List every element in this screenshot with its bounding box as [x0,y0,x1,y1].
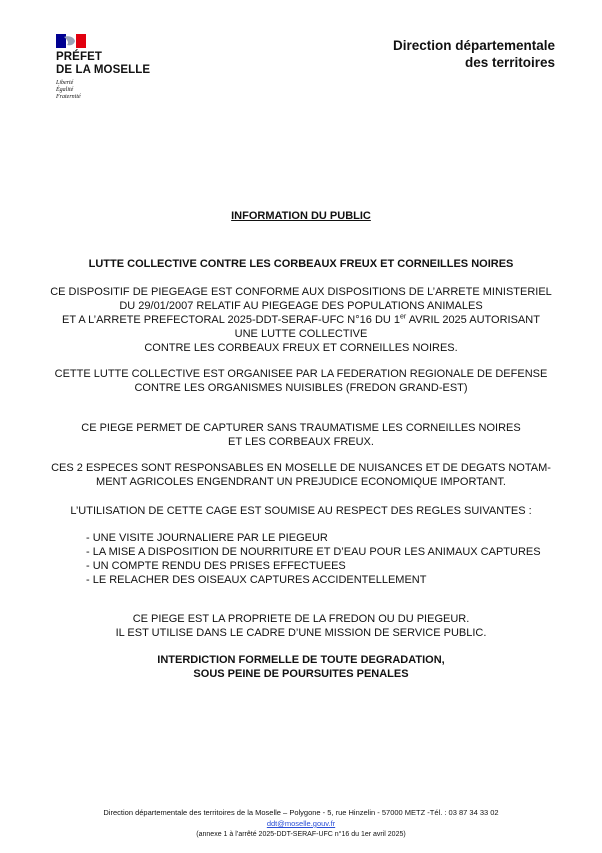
text-line: ET LES CORBEAUX FREUX. [228,436,374,448]
prefet-line-2: DE LA MOSELLE [56,63,151,76]
direction-line-1: Direction départementale [392,38,555,53]
paragraph-piege [40,421,562,449]
footer-annex: (annexe 1 à l’arrêté 2025-DDT-SERAF-UFC n°16 du 1er avril 2025) [196,831,406,838]
paragraph-especes [40,461,562,489]
paragraph-dispositif [40,285,562,355]
superscript: er [400,313,407,321]
lutte-heading: LUTTE COLLECTIVE CONTRE LES CORBEAUX FREUX ET CORNEILLES NOIRES [88,258,514,270]
paragraph-organisation [40,367,562,395]
marianne-logo-icon [56,34,86,48]
text-line: CES 2 ESPECES SONT RESPONSABLES EN MOSELLE DE NUISANCES ET DE DEGATS NOTAM- [51,462,551,474]
text-line: CETTE LUTTE COLLECTIVE EST ORGANISEE PAR LA FEDERATION REGIONALE DE DEFENSE [54,368,548,380]
text-line: INTERDICTION FORMELLE DE TOUTE DEGRADATION, [157,654,445,666]
rules-list [86,531,566,587]
text-line: MENT AGRICOLES ENGENDRANT UN PREJUDICE ECONOMIQUE IMPORTANT. [96,476,506,488]
text-line: CE PIEGE EST LA PROPRIETE DE LA FREDON OU DU PIEGEUR. [132,613,470,625]
devise-fraternite: Fraternité [56,94,81,100]
list-item: - LE RELACHER DES OISEAUX CAPTURES ACCIDENTELLEMENT [86,574,427,586]
paragraph-propriete [40,612,562,640]
devise-egalite: Égalité [56,87,74,93]
text-line: IL EST UTILISE DANS LE CADRE D’UNE MISSION DE SERVICE PUBLIC. [115,627,487,639]
direction-line-2: des territoires [464,55,555,70]
text-line: CONTRE LES CORBEAUX FREUX ET CORNEILLES NOIRES. [144,342,458,354]
paragraph-interdiction [40,653,562,681]
text-line: DU 29/01/2007 RELATIF AU PIEGEAGE DES POPULATIONS ANIMALES [119,300,483,312]
text-line: CE DISPOSITIF DE PIEGEAGE EST CONFORME AUX DISPOSITIONS DE L’ARRETE MINISTERIEL [50,286,552,298]
marianne-block [56,34,150,101]
footer-address: Direction départementale des territoires de la Moselle – Polygone - 5, rue Hinzelin - 57000 METZ -Tél. : 03 87 34 33 02 [103,808,499,817]
text-line: CE PIEGE PERMET DE CAPTURER SANS TRAUMATISME LES CORNEILLES NOIRES [81,422,521,434]
text-line: SOUS PEINE DE POURSUITES PENALES [193,668,409,680]
text-line [40,313,562,327]
text-span: AVRIL 2025 AUTORISANT [406,314,540,326]
text-line: UNE LUTTE COLLECTIVE [234,328,368,340]
devise [56,80,150,101]
prefet-line-1: PRÉFET [56,51,102,63]
text-span: ET A L’ARRETE PREFECTORAL 2025-DDT-SERAF-UFC N°16 DU 1 [62,314,401,326]
info-heading: INFORMATION DU PUBLIC [231,210,371,222]
list-item: - LA MISE A DISPOSITION DE NOURRITURE ET D’EAU POUR LES ANIMAUX CAPTURES [86,546,541,558]
prefet-title [56,51,150,76]
list-item: - UNE VISITE JOURNALIERE PAR LE PIEGEUR [86,532,328,544]
direction-title [393,37,555,71]
list-item: - UN COMPTE RENDU DES PRISES EFFECTUEES [86,560,346,572]
text-line: CONTRE LES ORGANISMES NUISIBLES (FREDON GRAND-EST) [134,382,468,394]
footer-email-link[interactable]: ddt@moselle.gouv.fr [266,819,336,828]
paragraph-regles-intro: L’UTILISATION DE CETTE CAGE EST SOUMISE AU RESPECT DES REGLES SUIVANTES : [70,505,532,517]
devise-liberte: Liberté [56,80,74,86]
